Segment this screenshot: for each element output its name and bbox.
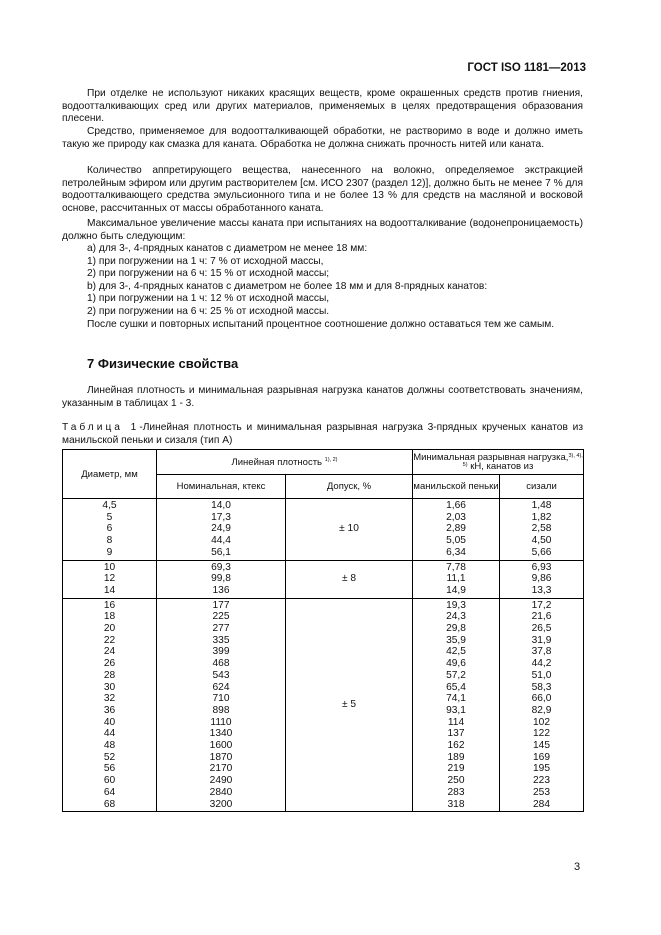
list-item-a2: 2) при погружении на 6 ч: 15 % от исходной массы;: [87, 268, 330, 279]
cell-diameter-value: 10: [103, 561, 116, 573]
cell-diameter-value: 5: [106, 511, 113, 523]
cell-diameter-value: 9: [106, 546, 113, 558]
paragraph-water-repellent: Средство, применяемое для водоотталкивающей обработки, не растворимо в воде и должно иметь такую же природу как смазка для каната. Обработка не должна снижать прочность нитей или каната.: [62, 126, 583, 150]
list-item-a1: 1) при погружении на 1 ч: 7 % от исходной массы,: [87, 256, 324, 267]
cell-manila-value: 11,1: [446, 573, 466, 585]
cell-nominal-value: 624: [212, 681, 230, 693]
cell-sisal-value: 82,9: [531, 704, 552, 716]
cell-sisal: [500, 499, 584, 561]
cell-nominal-value: 177: [212, 599, 230, 611]
cell-diameter-value: 68: [103, 798, 116, 810]
cell-diameter-value: 44: [103, 728, 116, 740]
cell-tolerance: [286, 598, 413, 812]
cell-diameter-value: 4,5: [102, 500, 117, 511]
cell-sisal-value: 169: [533, 751, 551, 763]
cell-sisal-value: 26,5: [531, 623, 552, 635]
list-item-b: b) для 3-, 4-прядных канатов с диаметром не более 18 мм и для 8-прядных канатов:: [87, 281, 488, 292]
header-nominal: Номинальная, ктекс: [157, 475, 286, 499]
section-heading: 7 Физические свойства: [87, 356, 239, 371]
cell-nominal-value: 225: [212, 611, 230, 623]
cell-sisal-value: 31,9: [531, 634, 552, 646]
paragraph-finishing: При отделке не используют никаких красящих веществ, кроме окрашенных средств против гниения, водоотталкивающих сред или других материалов, применяемых в целях предотвращения образования плесени.: [62, 88, 583, 124]
tolerance-value: ± 8: [341, 573, 357, 585]
cell-tolerance: [286, 560, 413, 598]
table-row-group: [63, 499, 584, 561]
header-diameter: Диаметр, мм: [63, 450, 157, 499]
cell-sisal-value: 44,2: [531, 658, 552, 670]
cell-manila-value: 42,5: [446, 646, 466, 658]
header-min-load: [413, 450, 584, 475]
cell-manila-value: 29,8: [446, 623, 466, 635]
cell-nominal: [157, 598, 286, 812]
cell-sisal-value: 4,50: [531, 535, 552, 547]
cell-manila-value: 283: [447, 786, 465, 798]
cell-sisal-value: 58,3: [531, 681, 552, 693]
cell-diameter-value: 60: [103, 775, 116, 787]
cell-manila-value: 7,78: [446, 561, 466, 573]
cell-nominal-value: 69,3: [211, 561, 231, 573]
header-manila: манильской пеньки: [413, 475, 500, 499]
table-caption-label: Таблица 1: [62, 422, 140, 433]
cell-diameter-value: 36: [103, 704, 116, 716]
paragraph-after-drying: После сушки и повторных испытаний процентное соотношение должно оставаться тем же самым.: [87, 319, 555, 330]
cell-sisal-value: 195: [533, 763, 551, 775]
cell-nominal-value: 277: [212, 623, 230, 635]
cell-manila-value: 137: [447, 728, 465, 740]
cell-manila-value: 2,03: [446, 511, 466, 523]
cell-sisal-value: 13,3: [531, 584, 552, 596]
header-linear-density: [157, 450, 413, 475]
cell-nominal-value: 335: [212, 634, 230, 646]
cell-nominal-value: 1600: [209, 740, 233, 752]
cell-manila: [413, 499, 500, 561]
cell-sisal-value: 37,8: [531, 646, 552, 658]
cell-nominal-value: 99,8: [211, 573, 231, 585]
header-tolerance: Допуск, %: [286, 475, 413, 499]
header-sisal: сизали: [500, 475, 584, 499]
cell-manila-value: 93,1: [446, 704, 466, 716]
cell-sisal-value: 223: [533, 775, 551, 787]
cell-manila-value: 65,4: [446, 681, 466, 693]
table-row-group: [63, 560, 584, 598]
cell-manila-value: 2,89: [446, 523, 466, 535]
cell-sisal-value: 5,66: [531, 546, 552, 558]
cell-diameter: [63, 598, 157, 812]
cell-diameter-value: 22: [103, 634, 116, 646]
cell-nominal-value: 1110: [210, 716, 232, 728]
cell-sisal-value: 2,58: [531, 523, 552, 535]
cell-diameter-value: 32: [103, 693, 116, 705]
cell-nominal-value: 710: [212, 693, 230, 705]
cell-diameter-value: 56: [103, 763, 116, 775]
cell-diameter-value: 8: [106, 535, 113, 547]
cell-diameter-value: 24: [103, 646, 116, 658]
cell-nominal-value: 24,9: [211, 523, 231, 535]
cell-sisal-value: 9,86: [531, 573, 552, 585]
cell-nominal-value: 17,3: [211, 511, 231, 523]
cell-manila-value: 189: [447, 751, 465, 763]
table-caption: [62, 422, 583, 447]
cell-sisal-value: 145: [533, 740, 551, 752]
cell-nominal-value: 399: [212, 646, 230, 658]
paragraph-mass-increase: Максимальное увеличение массы каната при испытаниях на водоотталкивание (водонепроницаемость) должно быть следующим:: [62, 218, 583, 242]
data-table: [62, 449, 584, 812]
cell-manila-value: 114: [447, 716, 465, 728]
cell-diameter-value: 48: [103, 740, 116, 752]
cell-nominal-value: 2840: [209, 786, 233, 798]
cell-diameter-value: 18: [103, 611, 116, 623]
cell-sisal-value: 17,2: [531, 599, 552, 611]
header-min-load-label-a: Минимальная разрывная нагрузка,: [413, 451, 569, 463]
cell-sisal-value: 21,6: [531, 611, 552, 623]
cell-manila-value: 5,05: [446, 535, 466, 547]
cell-sisal-value: 51,0: [531, 669, 552, 681]
cell-nominal-value: 3200: [209, 798, 233, 810]
cell-nominal-value: 468: [212, 658, 230, 670]
cell-diameter-value: 6: [106, 523, 113, 535]
cell-diameter-value: 12: [103, 573, 116, 585]
cell-sisal-value: 6,93: [531, 561, 552, 573]
paragraph-finishing-amount: Количество аппретирующего вещества, нанесенного на волокно, определяемое экстракцией петролейным эфиром или другим растворителем [см. ИСО 2307 (раздел 12)], должно быть не менее 7 % для водоотталкивающего средства эмульсионного типа и не более 13 % для средств на масляной и восковой основе, рассчитанных от массы обработанного каната.: [62, 165, 583, 214]
cell-nominal-value: 1340: [209, 728, 233, 740]
header-min-load-label-b: кН, канатов из: [470, 461, 534, 472]
cell-sisal-value: 1,48: [531, 500, 552, 511]
cell-diameter: [63, 499, 157, 561]
table-body: [63, 499, 584, 812]
cell-diameter-value: 52: [103, 751, 116, 763]
cell-diameter-value: 30: [103, 681, 116, 693]
header-min-load-note-a: 3), 4),: [568, 452, 583, 459]
cell-manila-value: 19,3: [446, 599, 466, 611]
cell-diameter-value: 28: [103, 669, 116, 681]
tolerance-value: ± 10: [339, 523, 359, 535]
cell-manila-value: 35,9: [446, 634, 466, 646]
header-linear-density-label: Линейная плотность: [231, 456, 323, 468]
cell-manila-value: 250: [447, 775, 465, 787]
page-number: 3: [574, 861, 581, 873]
cell-sisal-value: 102: [533, 716, 551, 728]
cell-diameter-value: 40: [103, 716, 116, 728]
cell-nominal: [157, 499, 286, 561]
cell-nominal-value: 56,1: [211, 546, 231, 558]
cell-nominal-value: 898: [212, 704, 230, 716]
cell-nominal-value: 2490: [209, 775, 233, 787]
header-min-load-note-b: 5): [462, 462, 468, 468]
section-text: Линейная плотность и минимальная разрывная нагрузка канатов должны соответствовать значениям, указанным в таблицах 1 - 3.: [62, 385, 583, 409]
cell-sisal: [500, 598, 584, 812]
cell-manila-value: 74,1: [446, 693, 466, 705]
cell-manila-value: 162: [447, 740, 465, 752]
cell-sisal-value: 284: [533, 798, 551, 810]
cell-sisal-value: 1,82: [531, 511, 552, 523]
cell-nominal-value: 1870: [209, 751, 233, 763]
cell-diameter-value: 64: [103, 786, 116, 798]
cell-nominal-value: 14,0: [211, 500, 231, 511]
cell-manila-value: 1,66: [446, 500, 466, 511]
list-item-a: a) для 3-, 4-прядных канатов с диаметром не менее 18 мм:: [87, 243, 368, 254]
cell-nominal-value: 543: [212, 669, 230, 681]
cell-manila-value: 49,6: [446, 658, 466, 670]
cell-diameter-value: 26: [103, 658, 116, 670]
cell-nominal-value: 136: [212, 584, 230, 596]
standard-designation: ГОСТ ISO 1181—2013: [467, 62, 586, 74]
cell-manila: [413, 560, 500, 598]
table-caption-text: -Линейная плотность и минимальная разрывная нагрузка 3-прядных крученых канатов из манильской пеньки и сизаля (тип А): [62, 422, 583, 446]
list-item-b1: 1) при погружении на 1 ч: 12 % от исходной массы,: [87, 293, 330, 304]
cell-manila-value: 24,3: [446, 611, 466, 623]
cell-manila-value: 14,9: [446, 584, 466, 596]
header-linear-density-note: 1), 2): [324, 456, 338, 463]
list-item-b2: 2) при погружении на 6 ч: 25 % от исходной массы.: [87, 306, 330, 317]
cell-nominal-value: 2170: [209, 763, 233, 775]
cell-sisal-value: 66,0: [531, 693, 552, 705]
cell-diameter-value: 16: [103, 599, 116, 611]
cell-sisal-value: 122: [533, 728, 551, 740]
cell-manila-value: 219: [447, 763, 465, 775]
cell-nominal: [157, 560, 286, 598]
cell-manila-value: 318: [447, 798, 465, 810]
cell-nominal-value: 44,4: [211, 535, 231, 547]
cell-diameter: [63, 560, 157, 598]
cell-manila-value: 57,2: [446, 669, 466, 681]
cell-manila: [413, 598, 500, 812]
cell-diameter-value: 20: [103, 623, 116, 635]
table-row-group: [63, 598, 584, 812]
cell-sisal-value: 253: [533, 786, 551, 798]
cell-diameter-value: 14: [103, 584, 116, 596]
cell-sisal: [500, 560, 584, 598]
cell-tolerance: [286, 499, 413, 561]
cell-manila-value: 6,34: [446, 546, 466, 558]
tolerance-value: ± 5: [341, 699, 357, 711]
